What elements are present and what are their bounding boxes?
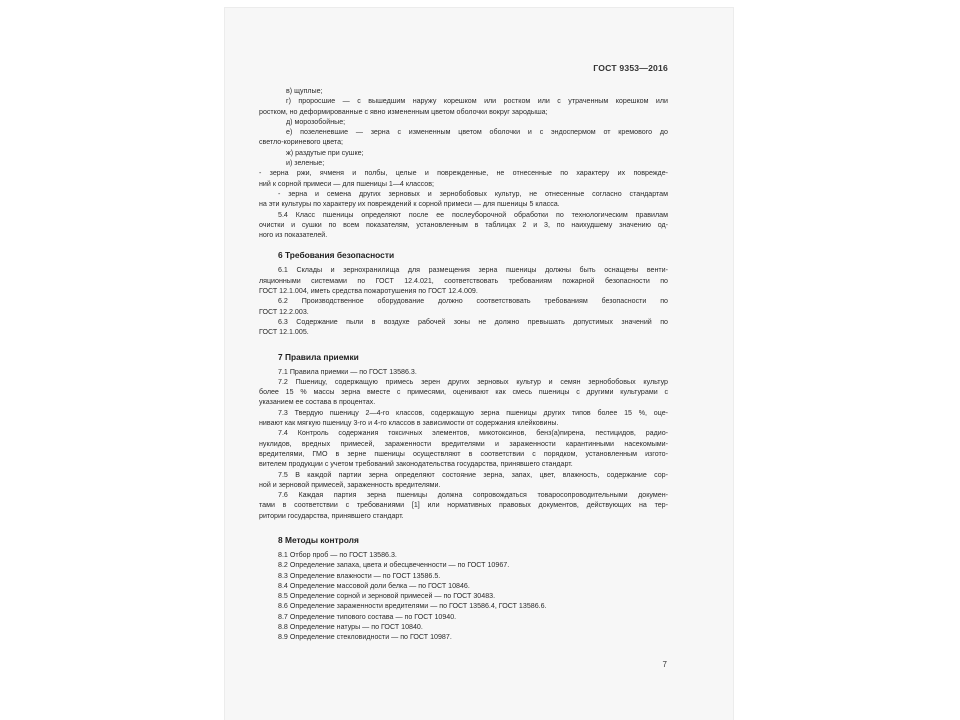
text-line: ритории государства, принявшего стандарт.	[259, 511, 404, 520]
text-line: и) зеленые;	[286, 159, 325, 168]
text-line: ного из показателей.	[259, 231, 328, 240]
section-7	[259, 352, 668, 521]
text-line: вредителями, ГМО в зерне пшеницы осуществляют в соответствии с порядком, установленным изгото-	[259, 449, 668, 458]
text-line: 8.8 Определение натуры — по ГОСТ 10840.	[278, 623, 423, 632]
text-line: 7.6 Каждая партия зерна пшеницы должна сопровождаться товаросопроводительными докумен-	[278, 491, 668, 500]
text-line: ляционными системами по ГОСТ 12.4.021, соответствовать требованиям пожарной безопасности по	[259, 276, 668, 285]
text-line: ростком, но деформированные с явно измененным цветом оболочки вокруг зародыша;	[259, 107, 548, 116]
document-header: ГОСТ 9353—2016	[593, 63, 668, 73]
text-line: 8.7 Определение типового состава — по ГОСТ 10940.	[278, 612, 457, 621]
text-line: 7.4 Контроль содержания токсичных элементов, микотоксинов, бенз(а)пирена, пестицидов, радио-	[278, 429, 668, 438]
section-6	[259, 250, 668, 337]
text-line: 8.4 Определение массовой доли белка — по ГОСТ 10846.	[278, 581, 470, 590]
text-line: ж) раздутые при сушке;	[286, 148, 364, 157]
text-line: 6.3 Содержание пыли в воздухе рабочей зоны не должно превышать допустимых значений по	[278, 317, 668, 326]
text-line: 8.3 Определение влажности — по ГОСТ 13586.5.	[278, 571, 441, 580]
text-line: д) морозобойные;	[286, 117, 346, 126]
text-line: в) щуплые;	[286, 87, 323, 95]
text-line: - зерна ржи, ячменя и полбы, целые и поврежденные, не отнесенные по характеру их поврежде-	[259, 169, 668, 178]
text-line: 8.1 Отбор проб — по ГОСТ 13586.3.	[278, 550, 397, 559]
text-line: очистки и сушки по всем показателям, установленным в таблицах 2 и 3, по наихудшему значению од-	[259, 220, 668, 229]
text-line: ний к сорной примеси — для пшеницы 1—4 классов;	[259, 179, 434, 188]
section-heading: 8 Методы контроля	[278, 534, 359, 545]
text-line: 6.2 Производственное оборудование должно соответствовать требованиям безопасности по	[278, 297, 668, 306]
text-line: 8.5 Определение сорной и зерновой примесей — по ГОСТ 30483.	[278, 592, 496, 601]
page-content	[259, 86, 668, 643]
text-line: 8.9 Определение стекловидности — по ГОСТ 10987.	[278, 633, 452, 642]
text-line: 6.1 Склады и зернохранилища для размещения зерна пшеницы должны быть оснащены венти-	[278, 266, 668, 275]
text-line: 7.2 Пшеницу, содержащую примесь зерен других зерновых культур и семян зернобобовых культур	[278, 377, 668, 386]
text-line: 7.3 Твердую пшеницу 2—4-го классов, содержащую зерна пшеницы других типов более 15 %, оце-	[278, 408, 668, 417]
section-heading: 6 Требования безопасности	[278, 250, 395, 261]
text-line: 7.5 В каждой партии зерна определяют состояние зерна, запах, цвет, влажность, содержание сор-	[278, 470, 668, 479]
text-line: на эти культуры по характеру их повреждений к сорной примеси — для пшеницы 5 класса.	[259, 200, 560, 209]
text-line: указанием ее состава в процентах.	[259, 398, 376, 407]
text-line: 8.6 Определение зараженности вредителями — по ГОСТ 13586.4, ГОСТ 13586.6.	[278, 602, 547, 611]
text-line: 5.4 Класс пшеницы определяют после ее послеуборочной обработки по технологическим правилам	[278, 210, 668, 219]
text-line: нуклидов, вредных примесей, зараженности вредителями и зараженности карантинными насекомыми-	[259, 439, 668, 448]
paragraph-block-1	[259, 86, 668, 240]
text-line: 7.1 Правила приемки — по ГОСТ 13586.3.	[278, 367, 417, 376]
text-line: ГОСТ 12.2.003.	[259, 307, 309, 316]
text-line: е) позеленевшие — зерна с измененным цветом оболочки и с эндоспермом от кремового до	[286, 128, 668, 137]
page-number: 7	[662, 660, 667, 669]
text-line: тами в соответствии с требованиями [1] или нормативных правовых документов, действующих на тер-	[259, 501, 668, 510]
text-line: ГОСТ 12.1.005.	[259, 328, 309, 337]
text-line: г) проросшие — с вышедшим наружу корешком или ростком или с утраченным корешком или	[286, 97, 668, 106]
section-heading: 7 Правила приемки	[278, 351, 359, 362]
text-line: ГОСТ 12.1.004, иметь средства пожаротушения по ГОСТ 12.4.009.	[259, 287, 478, 296]
text-line: светло-кориневого цвета;	[259, 138, 343, 147]
text-line: вителем продукции с учетом требований законодательства государства, принявшего стандарт.	[259, 460, 573, 469]
document-page	[225, 8, 733, 720]
section-8	[259, 535, 668, 643]
text-line: 8.2 Определение запаха, цвета и обесцвеченности — по ГОСТ 10967.	[278, 561, 510, 570]
text-line: нивают как мягкую пшеницу 3-го и 4-го классов в зависимости от содержания клейковины.	[259, 419, 559, 428]
text-line: - зерна и семена других зерновых и зернобобовых культур, не отнесенные согласно стандартам	[278, 189, 668, 198]
text-line: ной и зерновой примесей, зараженность вредителями.	[259, 480, 441, 489]
text-line: более 15 % массы зерна вместе с примесями, оценивают как смесь пшеницы с другими культурами с	[259, 388, 668, 397]
